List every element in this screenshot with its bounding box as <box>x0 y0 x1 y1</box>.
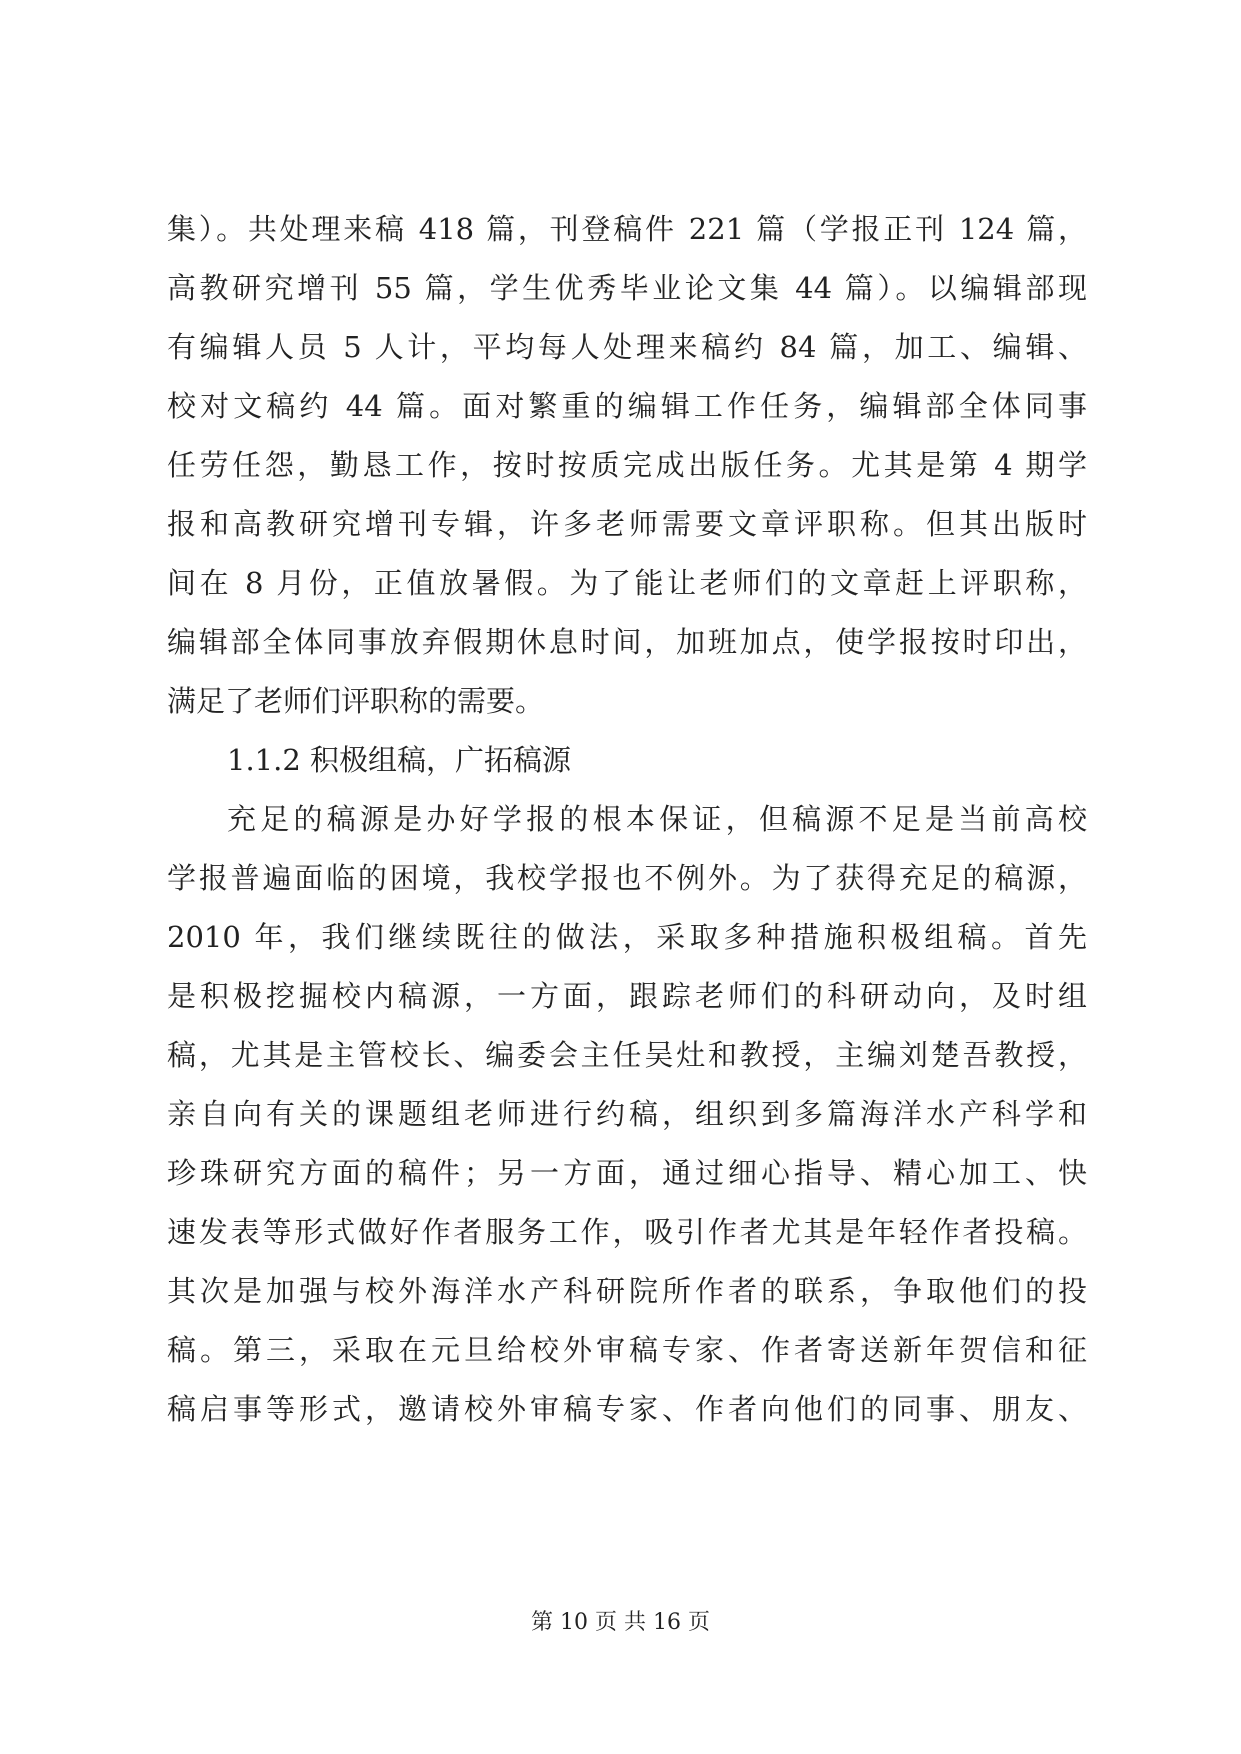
text-line: 有编辑人员 5 人计，平均每人处理来稿约 84 篇，加工、编辑、 <box>167 330 1087 364</box>
text-line: 稿，尤其是主管校长、编委会主任吴灶和教授，主编刘楚吾教授， <box>167 1038 1087 1072</box>
text-line: 高教研究增刊 55 篇，学生优秀毕业论文集 44 篇）。以编辑部现 <box>167 271 1087 305</box>
text-line: 编辑部全体同事放弃假期休息时间，加班加点，使学报按时印出， <box>167 625 1087 659</box>
text-line: 报和高教研究增刊专辑，许多老师需要文章评职称。但其出版时 <box>167 507 1087 541</box>
paragraph-2 <box>167 790 1087 1439</box>
text-line: 校对文稿约 44 篇。面对繁重的编辑工作任务，编辑部全体同事 <box>167 389 1087 423</box>
text-line: 学报普遍面临的困境，我校学报也不例外。为了获得充足的稿源， <box>167 861 1087 895</box>
body-text <box>167 200 1087 1439</box>
section-heading: 1.1.2 积极组稿，广拓稿源 <box>227 743 572 777</box>
text-line: 稿。第三，采取在元旦给校外审稿专家、作者寄送新年贺信和征 <box>167 1333 1087 1367</box>
text-line: 速发表等形式做好作者服务工作，吸引作者尤其是年轻作者投稿。 <box>167 1215 1087 1249</box>
text-line: 珍珠研究方面的稿件；另一方面，通过细心指导、精心加工、快 <box>167 1156 1087 1190</box>
text-line: 满足了老师们评职称的需要。 <box>167 684 545 718</box>
text-line: 亲自向有关的课题组老师进行约稿，组织到多篇海洋水产科学和 <box>167 1097 1087 1131</box>
paragraph-1 <box>167 200 1087 731</box>
page-number-footer: 第 10 页 共 16 页 <box>531 1610 710 1635</box>
text-line: 稿启事等形式，邀请校外审稿专家、作者向他们的同事、朋友、 <box>167 1392 1087 1426</box>
text-line: 充足的稿源是办好学报的根本保证，但稿源不足是当前高校 <box>227 802 1087 836</box>
text-line: 间在 8 月份，正值放暑假。为了能让老师们的文章赶上评职称， <box>167 566 1087 600</box>
text-line: 2010 年，我们继续既往的做法，采取多种措施积极组稿。首先 <box>167 920 1087 954</box>
text-line: 集）。共处理来稿 418 篇，刊登稿件 221 篇（学报正刊 124 篇， <box>167 212 1087 246</box>
text-line: 其次是加强与校外海洋水产科研院所作者的联系，争取他们的投 <box>167 1274 1087 1308</box>
text-line: 任劳任怨，勤恳工作，按时按质完成出版任务。尤其是第 4 期学 <box>167 448 1087 482</box>
text-line: 是积极挖掘校内稿源，一方面，跟踪老师们的科研动向，及时组 <box>167 979 1087 1013</box>
